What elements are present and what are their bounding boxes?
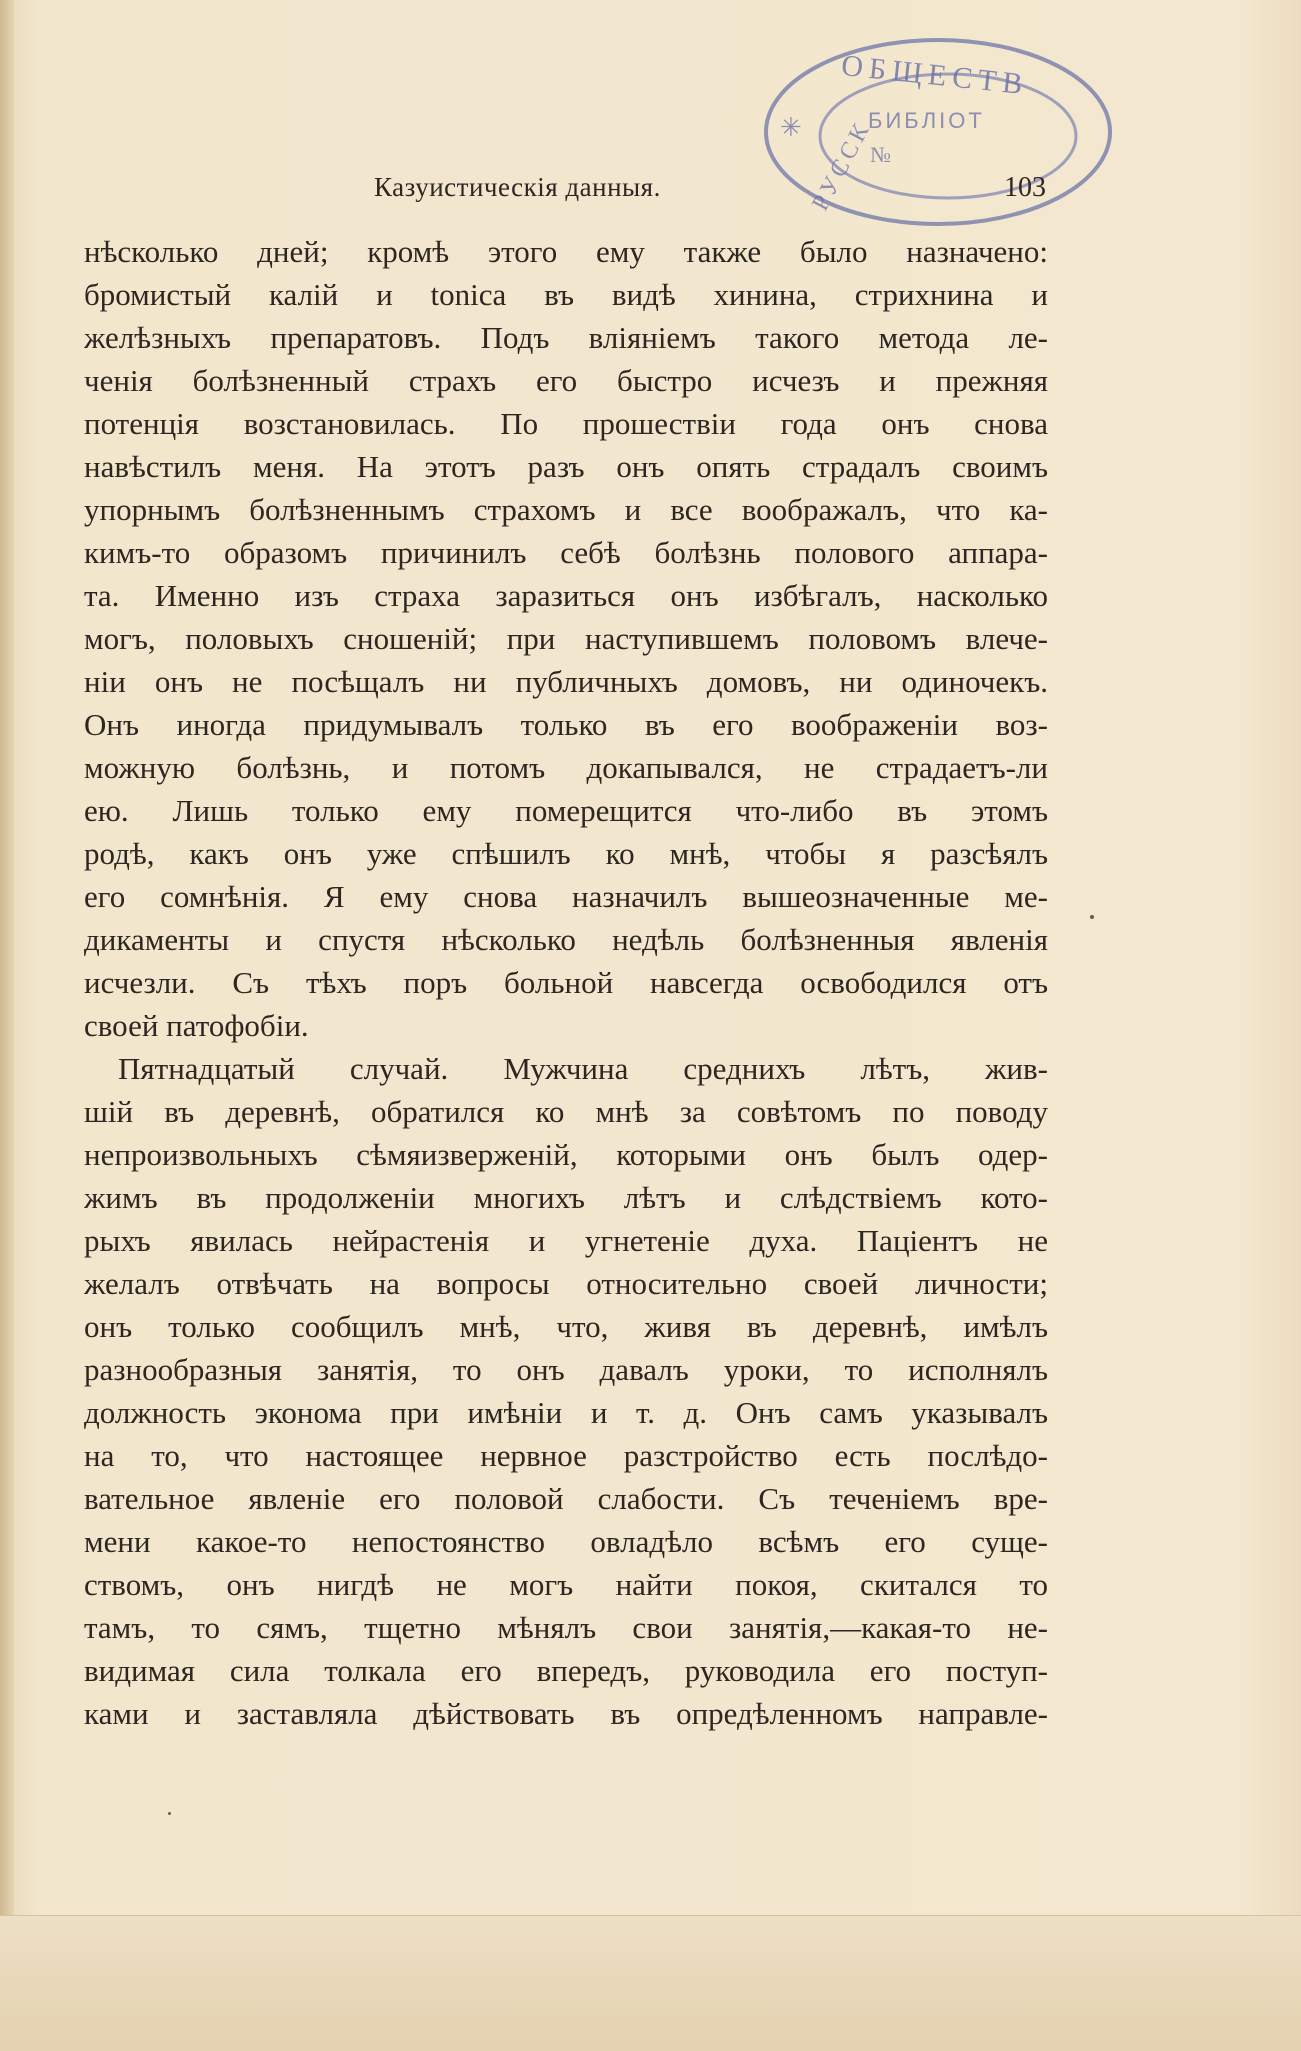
text-line: его сомнѣнія. Я ему снова назначилъ вышеозначенные ме- xyxy=(84,879,1048,914)
text-line: тамъ, то сямъ, тщетно мѣнялъ свои занятія,—какая-то не- xyxy=(84,1610,1048,1645)
text-line: непроизвольныхъ сѣмяизверженій, которыми онъ былъ одер- xyxy=(84,1137,1048,1172)
stamp-line-2: БИБЛІОТ xyxy=(868,108,985,133)
paragraph-start-line: Пятнадцатый случай. Мужчина среднихъ лѣтъ, жив- xyxy=(118,1051,1048,1086)
text-line: исчезли. Съ тѣхъ поръ больной навсегда освободился отъ xyxy=(84,965,1048,1000)
text-line: должность эконома при имѣніи и т. д. Онъ самъ указывалъ xyxy=(84,1395,1048,1430)
text-line: родѣ, какъ онъ уже спѣшилъ ко мнѣ, чтобы я разсѣялъ xyxy=(84,836,1048,871)
text-line: мени какое-то непостоянство овладѣло всѣмъ его суще- xyxy=(84,1524,1048,1559)
body-text xyxy=(84,230,1048,1735)
stamp-star-icon: ✳ xyxy=(780,113,802,142)
stamp-line-3: № xyxy=(870,142,891,167)
stamp-line-1: ОБЩЕСТВ xyxy=(839,48,1030,102)
text-line: рыхъ явилась нейрастенія и угнетеніе духа. Паціентъ не xyxy=(84,1223,1048,1258)
text-line: можную болѣзнь, и потомъ докапывался, не страдаетъ-ли xyxy=(84,750,1048,785)
text-line: желалъ отвѣчать на вопросы относительно своей личности; xyxy=(84,1266,1048,1301)
text-line: дикаменты и спустя нѣсколько недѣль болѣзненныя явленія xyxy=(84,922,1048,957)
text-line: видимая сила толкала его впередъ, руководила его поступ- xyxy=(84,1653,1048,1688)
ink-speck xyxy=(168,1812,171,1815)
paragraph-end-line: своей патофобіи. xyxy=(84,1008,309,1043)
text-line: жимъ въ продолженіи многихъ лѣтъ и слѣдствіемъ кото- xyxy=(84,1180,1048,1215)
page-bottom-margin xyxy=(0,1915,1301,2051)
text-line: навѣстилъ меня. На этотъ разъ онъ опять страдалъ своимъ xyxy=(84,449,1048,484)
text-line: ченія болѣзненный страхъ его быстро исчезъ и прежняя xyxy=(84,363,1048,398)
text-line: ею. Лишь только ему померещится что-либо въ этомъ xyxy=(84,793,1048,828)
text-line: бромистый калій и tonica въ видѣ хинина, стрихнина и xyxy=(84,277,1048,312)
text-line: шій въ деревнѣ, обратился ко мнѣ за совѣтомъ по поводу xyxy=(84,1094,1048,1129)
stamp-side-text: РУССК xyxy=(807,116,877,216)
text-line: нѣсколько дней; кромѣ этого ему также было назначено: xyxy=(84,234,1048,269)
text-line: Онъ иногда придумывалъ только въ его воображеніи воз- xyxy=(84,707,1048,742)
text-line: вательное явленіе его половой слабости. Съ теченіемъ вре- xyxy=(84,1481,1048,1516)
chapter-title: Казуистическія данныя. xyxy=(374,172,661,202)
text-line: кимъ-то образомъ причинилъ себѣ болѣзнь полового аппара- xyxy=(84,535,1048,570)
text-line: упорнымъ болѣзненнымъ страхомъ и все воображалъ, что ка- xyxy=(84,492,1048,527)
text-line: та. Именно изъ страха заразиться онъ избѣгалъ, насколько xyxy=(84,578,1048,613)
text-line: ніи онъ не посѣщалъ ни публичныхъ домовъ, ни одиночекъ. xyxy=(84,664,1048,699)
page-number: 103 xyxy=(1004,172,1046,203)
text-line: потенція возстановилась. По прошествіи года онъ снова xyxy=(84,406,1048,441)
text-line: могъ, половыхъ сношеній; при наступившемъ половомъ влече- xyxy=(84,621,1048,656)
text-line: на то, что настоящее нервное разстройство есть послѣдо- xyxy=(84,1438,1048,1473)
text-line: онъ только сообщилъ мнѣ, что, живя въ деревнѣ, имѣлъ xyxy=(84,1309,1048,1344)
text-line: ствомъ, онъ нигдѣ не могъ найти покоя, скитался то xyxy=(84,1567,1048,1602)
running-head xyxy=(84,172,1048,206)
text-line: ками и заставляла дѣйствовать въ опредѣленномъ направле- xyxy=(84,1696,1048,1731)
page-binding-edge xyxy=(0,0,14,2050)
ink-speck xyxy=(1090,915,1094,919)
text-line: желѣзныхъ препаратовъ. Подъ вліяніемъ такого метода ле- xyxy=(84,320,1048,355)
text-line: разнообразныя занятія, то онъ давалъ уроки, то исполнялъ xyxy=(84,1352,1048,1387)
